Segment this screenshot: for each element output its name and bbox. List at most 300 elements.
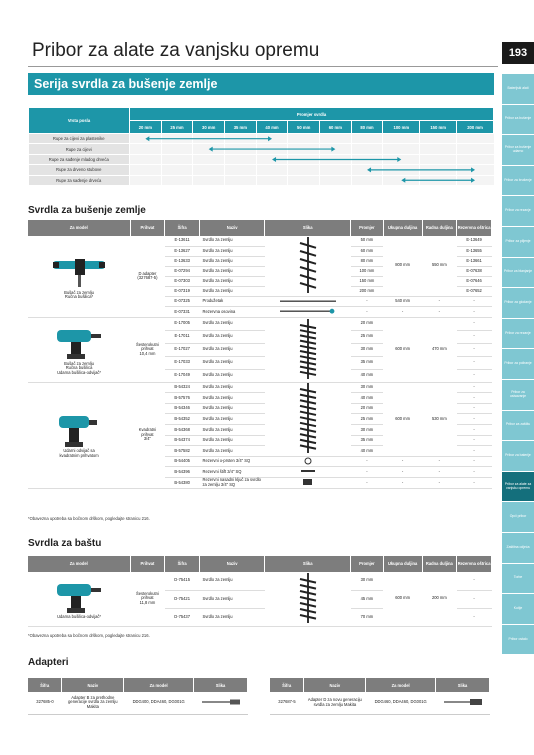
diameter-cell: 20 mm xyxy=(351,317,384,330)
column-header: Promjer xyxy=(351,556,384,572)
diameter-row-label: Rupe za drveno stubove xyxy=(29,165,130,175)
column-header: Slika xyxy=(265,556,351,572)
section-banner: Serija svrdla za bušenje zemlje xyxy=(28,73,494,95)
column-header: Ukupna duljina xyxy=(383,556,422,572)
code-cell: E-17011 xyxy=(165,330,200,343)
code-cell: E-13633 xyxy=(165,256,200,266)
diameter-cell xyxy=(320,154,352,164)
diameter-cell xyxy=(457,144,494,154)
code-cell: E-13627 xyxy=(165,246,200,256)
name-cell: Svrdlo za zemlju xyxy=(199,276,264,286)
side-tab[interactable]: Pribor za blanjanje xyxy=(502,258,534,288)
side-tab[interactable]: Pribor za rezanje xyxy=(502,319,534,349)
diameter-cell: 35 mm xyxy=(351,356,384,369)
diameter-row xyxy=(29,144,494,154)
code-cell: E-17033 xyxy=(165,356,200,369)
side-tab[interactable]: Zaštitna odjeća xyxy=(502,533,534,563)
total-length-cell: - xyxy=(383,307,422,318)
adapter-code: 327687-5 xyxy=(270,692,304,714)
side-tab[interactable]: Baterijski alati xyxy=(502,74,534,104)
diameter-cell xyxy=(420,165,457,175)
work-length-cell: 470 mm xyxy=(422,317,457,382)
name-cell: Svrdlo za zemlju xyxy=(199,425,264,436)
name-cell: Svrdlo za zemlju xyxy=(199,356,264,369)
code-cell: B-54405 xyxy=(165,456,200,467)
name-cell: Svrdlo za zemlju xyxy=(199,590,264,608)
adapter-model: DDG460, DDA460, DG001G xyxy=(366,692,436,714)
diameter-cell xyxy=(420,175,457,185)
diameter-cell: 40 mm xyxy=(351,393,384,404)
diameter-cell xyxy=(383,134,420,144)
code-cell: E-17005 xyxy=(165,317,200,330)
diameter-cell xyxy=(320,144,352,154)
diameter-column-header: 60 mm xyxy=(320,121,352,134)
adapter-image xyxy=(194,692,248,714)
title-rule xyxy=(28,66,498,67)
code-cell: E-07325 xyxy=(165,296,200,307)
work-length-cell: 530 mm xyxy=(422,382,457,456)
diameter-cell: - xyxy=(351,296,384,307)
diameter-cell xyxy=(288,175,320,185)
adapter-code-header: Šifra xyxy=(28,678,62,692)
use-header: Vrsta posla xyxy=(29,108,130,134)
chuck-cell: Šesterokutni prihvat 10,4 mm xyxy=(130,317,165,382)
work-length-cell: - xyxy=(422,296,457,307)
column-header: Prihvat xyxy=(130,556,165,572)
total-length-cell: 800 mm xyxy=(383,236,422,296)
diameter-cell: 25 mm xyxy=(351,414,384,425)
code-cell: B-54374 xyxy=(165,435,200,446)
adapter-model-header: Za model xyxy=(366,678,436,692)
name-cell: Svrdlo za zemlju xyxy=(199,572,264,590)
o-ring-image xyxy=(268,457,348,465)
diameter-cell: 35 mm xyxy=(351,435,384,446)
spare-blade-cell: - xyxy=(457,343,492,356)
diameter-cell xyxy=(420,154,457,164)
side-tab[interactable]: Pribor za alate za vanjsku opremu xyxy=(502,472,534,502)
page-title: Pribor za alate za vanjsku opremu xyxy=(32,40,320,61)
name-cell: Svrdlo za zemlju xyxy=(199,369,264,382)
name-cell: Svrdlo za zemlju xyxy=(199,446,264,457)
spare-blade-cell: E-07646 xyxy=(457,276,492,286)
diameter-cell xyxy=(383,144,420,154)
diameter-cell xyxy=(457,134,494,144)
name-cell: Svrdlo za zemlju xyxy=(199,435,264,446)
image-cell xyxy=(265,296,351,307)
diameter-cell: - xyxy=(351,478,384,489)
adapter-name-header: Naziv xyxy=(304,678,366,692)
column-header: Za model xyxy=(28,556,130,572)
diameter-row xyxy=(29,154,494,164)
chuck-cell: Kvadratni prihvat 3/4" xyxy=(130,382,165,488)
diameter-cell xyxy=(288,154,320,164)
side-tab[interactable]: Pribor za rezanje xyxy=(502,196,534,226)
name-cell: Svrdlo za zemlju xyxy=(199,266,264,276)
name-cell: Svrdlo za zemlju xyxy=(199,236,264,246)
diameter-column-header: 80 mm xyxy=(351,121,383,134)
adapters-title: Adapteri xyxy=(28,657,69,668)
spare-blade-cell: - xyxy=(457,590,492,608)
diameter-cell xyxy=(130,165,162,175)
adapter-model: DDG400, DDA460, DG001G xyxy=(124,692,194,714)
diameter-overview-table xyxy=(28,107,494,186)
impact-driver-tool-image xyxy=(49,578,109,614)
code-cell: E-07294 xyxy=(165,266,200,276)
code-cell: E-07319 xyxy=(165,286,200,296)
diameter-cell xyxy=(130,134,162,144)
diameter-cell xyxy=(161,134,193,144)
earth-drills-title: Svrdla za bušenje zemlje xyxy=(28,205,146,216)
diameter-cell: 30 mm xyxy=(351,572,384,590)
extension-image xyxy=(268,297,348,305)
diameter-cell xyxy=(383,175,420,185)
diameter-cell xyxy=(320,175,352,185)
column-header: Rezervna oštrica xyxy=(457,556,492,572)
diameter-cell xyxy=(256,175,288,185)
side-tab[interactable]: Pribor za glodanje xyxy=(502,288,534,318)
name-cell: Svrdlo za zemlju xyxy=(199,330,264,343)
diameter-cell xyxy=(256,165,288,175)
garden-drills-title: Svrdla za baštu xyxy=(28,538,102,549)
diameter-column-header: 100 mm xyxy=(383,121,420,134)
image-cell xyxy=(265,478,351,489)
code-cell: B-57582 xyxy=(165,446,200,457)
model-cell xyxy=(28,382,130,488)
earth-drills-table xyxy=(28,220,492,489)
diameter-row-label: Rupe za sađenje drveća xyxy=(29,175,130,185)
adapter-row xyxy=(28,692,248,714)
spare-blade-cell: - xyxy=(457,382,492,393)
diameter-cell xyxy=(225,175,257,185)
diameter-column-header: 50 mm xyxy=(288,121,320,134)
diameter-cell xyxy=(420,144,457,154)
name-cell: Svrdlo za zemlju xyxy=(199,382,264,393)
model-label: Bušač za zemlju Ručna bušilica Udarna bušilica-odvijač* xyxy=(57,360,101,375)
diameter-cell: 40 mm xyxy=(351,369,384,382)
diameter-cell xyxy=(225,154,257,164)
adapter-image xyxy=(436,692,490,714)
code-cell: E-07303 xyxy=(165,276,200,286)
code-cell: D-75421 xyxy=(165,590,200,608)
column-header: Promjer xyxy=(351,220,384,236)
side-tab[interactable]: Pribor za usisavanje xyxy=(502,380,534,410)
column-header: Rezervna oštrica xyxy=(457,220,492,236)
model-label: Udarna bušilica-odvijač* xyxy=(57,614,101,620)
side-tab[interactable]: Pribor za bušenje xyxy=(502,105,534,135)
diameter-cell xyxy=(256,144,288,154)
model-cell xyxy=(28,572,130,626)
diameter-cell xyxy=(351,154,383,164)
work-length-cell: 200 mm xyxy=(422,572,457,626)
spare-blade-cell: - xyxy=(457,369,492,382)
name-cell: Rezervni nasadni ključ za svrdlo za zemlju 3/4" SQ xyxy=(199,478,264,489)
diameter-cell xyxy=(225,144,257,154)
code-cell: B-54346 xyxy=(165,403,200,414)
table-row xyxy=(28,236,492,246)
side-tab[interactable]: Torbe xyxy=(502,564,534,594)
diameter-cell: 100 mm xyxy=(351,266,384,276)
image-cell xyxy=(265,572,351,626)
name-cell: Svrdlo za zemlju xyxy=(199,414,264,425)
spare-blade-cell: - xyxy=(457,608,492,626)
image-cell xyxy=(265,317,351,382)
diameter-cell xyxy=(420,134,457,144)
diameter-row-label: Rupe za cijevi xyxy=(29,144,130,154)
image-cell xyxy=(265,456,351,467)
spare-blade-cell: E-07652 xyxy=(457,286,492,296)
model-label: Udarni odvijač sa kvadratnim prihvatom xyxy=(59,448,99,458)
total-length-cell: 600 mm xyxy=(383,572,422,626)
diameter-row xyxy=(29,165,494,175)
adapter-image-header: Slika xyxy=(194,678,248,692)
code-cell: E-13611 xyxy=(165,236,200,246)
total-length-cell: - xyxy=(383,456,422,467)
total-length-cell: 600 mm xyxy=(383,317,422,382)
column-header: Za model xyxy=(28,220,130,236)
earth-auger-bit-image xyxy=(293,237,323,293)
column-header: Prihvat xyxy=(130,220,165,236)
diameter-cell: 30 mm xyxy=(351,343,384,356)
spare-blade-cell: - xyxy=(457,330,492,343)
diameter-cell xyxy=(383,165,420,175)
impact-wrench-tool-image xyxy=(49,412,109,448)
pin-image xyxy=(268,467,348,475)
name-cell: Svrdlo za zemlju xyxy=(199,317,264,330)
diameter-cell xyxy=(193,175,225,185)
code-cell: B-54324 xyxy=(165,382,200,393)
diameter-cell: 150 mm xyxy=(351,276,384,286)
diameter-cell xyxy=(256,154,288,164)
diameter-column-header: 40 mm xyxy=(256,121,288,134)
image-cell xyxy=(265,382,351,456)
diameter-column-header: 200 mm xyxy=(457,121,494,134)
diameter-cell xyxy=(383,154,420,164)
table-row xyxy=(28,317,492,330)
diameter-row xyxy=(29,134,494,144)
spare-blade-cell: - xyxy=(457,572,492,590)
diameter-cell xyxy=(193,144,225,154)
code-cell: D-75415 xyxy=(165,572,200,590)
code-cell: B-54396 xyxy=(165,467,200,478)
name-cell: Svrdlo za zemlju xyxy=(199,286,264,296)
total-length-cell: - xyxy=(383,467,422,478)
work-length-cell: - xyxy=(422,467,457,478)
side-tab[interactable]: Opći pribor xyxy=(502,502,534,532)
earth-drills-footnote: *Obavezna upotreba sa bočnom drškom, pogledajte stranicu 216. xyxy=(28,516,150,521)
spare-blade-cell: - xyxy=(457,393,492,404)
diameter-column-header: 25 mm xyxy=(161,121,193,134)
column-header: Ukupna duljina xyxy=(383,220,422,236)
adapter-b-image xyxy=(200,698,242,706)
side-tab[interactable]: Pribor za bušenje udarno xyxy=(502,135,534,165)
total-length-cell: 540 mm xyxy=(383,296,422,307)
diameter-cell: 60 mm xyxy=(351,246,384,256)
name-cell: Rezervna osovina xyxy=(199,307,264,318)
code-cell: B-54380 xyxy=(165,478,200,489)
work-length-cell: - xyxy=(422,456,457,467)
diameter-cell xyxy=(256,134,288,144)
diameter-cell xyxy=(225,165,257,175)
spare-blade-cell: - xyxy=(457,296,492,307)
image-cell xyxy=(265,307,351,318)
column-header: Radna duljina xyxy=(422,220,457,236)
work-length-cell: - xyxy=(422,307,457,318)
diameter-cell: 25 mm xyxy=(351,330,384,343)
diameter-cell: - xyxy=(351,467,384,478)
name-cell: Svrdlo za zemlju xyxy=(199,343,264,356)
code-cell: B-54368 xyxy=(165,425,200,436)
column-header: Naziv xyxy=(199,220,264,236)
column-header: Radna duljina xyxy=(422,556,457,572)
garden-drills-footnote: *Obavezna upotreba sa bočnom drškom, pogledajte stranicu 216. xyxy=(28,633,150,638)
diameter-column-header: 30 mm xyxy=(193,121,225,134)
side-tab[interactable]: Pribor ostalo xyxy=(502,625,534,655)
diameter-column-header: 35 mm xyxy=(225,121,257,134)
page-number: 193 xyxy=(502,42,534,64)
adapter-image-header: Slika xyxy=(436,678,490,692)
code-cell: B-54352 xyxy=(165,414,200,425)
diameter-cell xyxy=(193,165,225,175)
diameter-cell xyxy=(161,144,193,154)
diameter-cell xyxy=(193,154,225,164)
spare-blade-cell: - xyxy=(457,307,492,318)
diameter-cell: 50 mm xyxy=(351,236,384,246)
side-tab[interactable]: Pribor za zaštitu xyxy=(502,411,534,441)
diameter-column-header: 150 mm xyxy=(420,121,457,134)
adapter-name: Adapter B za prethodne generacije svrdla za zemlju Makita xyxy=(62,692,124,714)
adapter-right-table xyxy=(270,678,490,715)
spare-blade-cell: - xyxy=(457,317,492,330)
diameter-row-label: Rupe za cijevi za plastenike xyxy=(29,134,130,144)
column-header: Šifra xyxy=(165,220,200,236)
socket-image xyxy=(268,478,348,486)
diameter-column-header: 20 mm xyxy=(130,121,162,134)
adapter-name: Adapter D za novu generaciju svrdla za zemlju Makita xyxy=(304,692,366,714)
diameter-cell xyxy=(351,175,383,185)
spare-blade-cell: - xyxy=(457,467,492,478)
diameter-cell xyxy=(457,154,494,164)
spare-blade-cell: E-13649 xyxy=(457,236,492,246)
model-label: Bušač za zemlju Ručna bušilica* xyxy=(64,289,94,300)
code-cell: E-17027 xyxy=(165,343,200,356)
work-length-cell: - xyxy=(422,478,457,489)
model-cell xyxy=(28,236,130,317)
name-cell: Svrdlo za zemlju xyxy=(199,608,264,626)
diameter-cell xyxy=(225,134,257,144)
name-cell: Rezervni štift 3/4" SQ xyxy=(199,467,264,478)
name-cell: Svrdlo za zemlju xyxy=(199,256,264,266)
spare-blade-cell: - xyxy=(457,446,492,457)
diameter-cell xyxy=(288,144,320,154)
spare-blade-cell: - xyxy=(457,456,492,467)
adapter-model-header: Za model xyxy=(124,678,194,692)
adapter-name-header: Naziv xyxy=(62,678,124,692)
adapter-code-header: Šifra xyxy=(270,678,304,692)
total-length-cell: 600 mm xyxy=(383,382,422,456)
diameter-cell: 40 mm xyxy=(351,446,384,457)
diameter-cell: - xyxy=(351,307,384,318)
square-auger-bit-image xyxy=(293,383,323,453)
table-row xyxy=(28,572,492,590)
diameter-cell: 70 mm xyxy=(351,608,384,626)
spare-blade-cell: - xyxy=(457,435,492,446)
side-tab[interactable]: Pribor za baterije xyxy=(502,441,534,471)
spare-blade-cell: - xyxy=(457,356,492,369)
side-tab[interactable]: Pribor za brušenje xyxy=(502,166,534,196)
diameter-cell: - xyxy=(351,456,384,467)
diameter-cell xyxy=(130,175,162,185)
side-tab[interactable]: Kutije xyxy=(502,594,534,624)
image-cell xyxy=(265,236,351,296)
garden-drills-table xyxy=(28,556,492,627)
diameter-cell xyxy=(320,165,352,175)
diameter-cell xyxy=(320,134,352,144)
diameter-cell xyxy=(351,165,383,175)
spare-blade-cell: E-13661 xyxy=(457,256,492,266)
column-header: Šifra xyxy=(165,556,200,572)
name-cell: Svrdlo za zemlju xyxy=(199,246,264,256)
spare-blade-cell: - xyxy=(457,425,492,436)
spare-blade-cell: E-07638 xyxy=(457,266,492,276)
rotary-drill-tool-image xyxy=(49,324,109,360)
hex-auger-bit-image xyxy=(293,319,323,379)
diameter-cell xyxy=(161,175,193,185)
diameter-cell xyxy=(457,165,494,175)
column-header: Naziv xyxy=(199,556,264,572)
side-tab[interactable]: Pribor za poliranje xyxy=(502,349,534,379)
work-length-cell: 550 mm xyxy=(422,236,457,296)
diameter-group-header: Promjer svrdla xyxy=(130,108,494,121)
name-cell: Svrdlo za zemlju xyxy=(199,403,264,414)
image-cell xyxy=(265,467,351,478)
chuck-cell: D adapter (327687-5) xyxy=(130,236,165,317)
spare-blade-cell: E-13655 xyxy=(457,246,492,256)
diameter-row-label: Rupe za sađenje mladog drveća xyxy=(29,154,130,164)
diameter-cell xyxy=(130,144,162,154)
spare-blade-cell: - xyxy=(457,478,492,489)
adapter-code: 327685-0 xyxy=(28,692,62,714)
earth-auger-tool-image xyxy=(49,253,109,289)
side-tab[interactable]: Pribor za piljenje xyxy=(502,227,534,257)
diameter-cell xyxy=(351,134,383,144)
diameter-cell xyxy=(457,175,494,185)
name-cell: Produžetak xyxy=(199,296,264,307)
diameter-cell xyxy=(130,154,162,164)
diameter-cell: 30 mm xyxy=(351,382,384,393)
diameter-cell xyxy=(288,165,320,175)
diameter-cell xyxy=(161,165,193,175)
diameter-cell: 80 mm xyxy=(351,256,384,266)
model-cell xyxy=(28,317,130,382)
diameter-cell xyxy=(288,134,320,144)
garden-auger-bit-image xyxy=(293,573,323,623)
table-row xyxy=(28,382,492,393)
spare-blade-cell: - xyxy=(457,403,492,414)
diameter-cell: 20 mm xyxy=(351,403,384,414)
side-tab-strip xyxy=(502,74,534,655)
axle-image xyxy=(268,307,348,315)
total-length-cell: - xyxy=(383,478,422,489)
diameter-cell: 45 mm xyxy=(351,590,384,608)
code-cell: E-17049 xyxy=(165,369,200,382)
diameter-row xyxy=(29,175,494,185)
adapter-left-table xyxy=(28,678,248,715)
diameter-cell xyxy=(161,154,193,164)
diameter-cell xyxy=(193,134,225,144)
name-cell: Rezervni o-prsten 3/4" SQ xyxy=(199,456,264,467)
column-header: Slika xyxy=(265,220,351,236)
name-cell: Svrdlo za zemlju xyxy=(199,393,264,404)
